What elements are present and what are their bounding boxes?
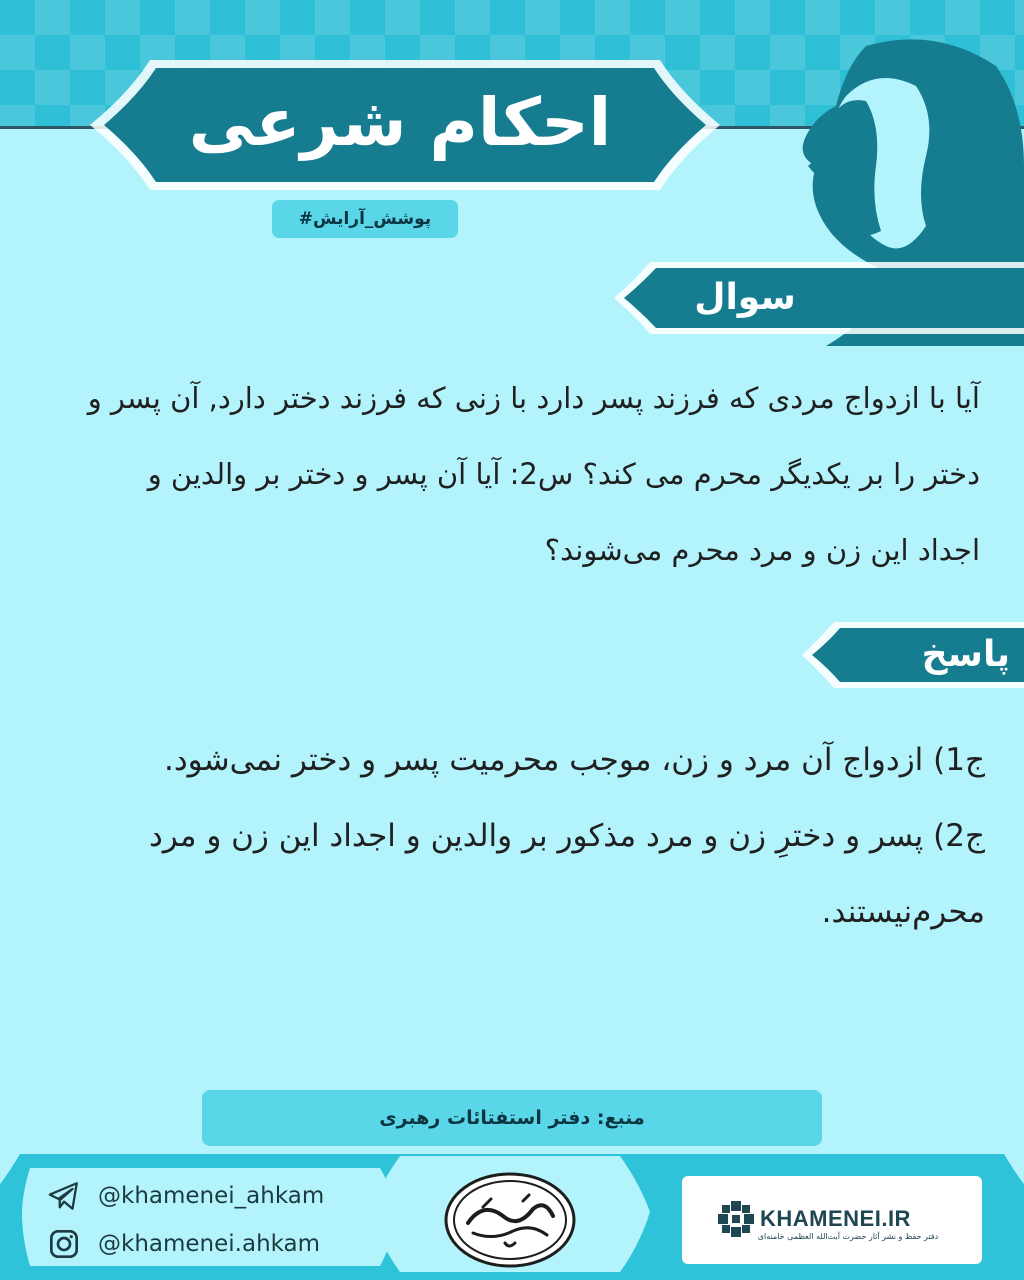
site-subtitle: دفتر حفظ و نشر آثار حضرت آیت‌الله العظمی خامنه‌ای: [757, 1232, 939, 1241]
site-name: KHAMENEI.IR: [760, 1206, 911, 1231]
instagram-icon: [44, 1224, 84, 1264]
answer-label: پاسخ: [921, 634, 1010, 675]
source-value: دفتر استفتائات رهبری: [379, 1107, 591, 1129]
telegram-icon: [44, 1176, 84, 1216]
instagram-link[interactable]: [44, 1224, 374, 1264]
answer-line-2: ج2) پسر و دخترِ زن و مرد مذکور بر والدین و اجداد این زن و مرد محرم‌نیستند.: [148, 818, 985, 930]
source-label: منبع:: [596, 1107, 645, 1129]
instagram-handle: @khamenei.ahkam: [98, 1231, 321, 1257]
answer-text: [70, 722, 985, 952]
page-title: احکام شرعی: [188, 84, 612, 161]
hashtag-badge[interactable]: #پوشش_آرایش: [272, 200, 458, 238]
question-text: آیا با ازدواج مردی که فرزند پسر دارد با زنی که فرزند دختر دارد, آن پسر و دختر را بر یکدیگر محرم می کند؟ س2: آیا آن پسر و دختر بر والدین و اجداد این زن و مرد محرم می‌شوند؟: [87, 381, 980, 567]
telegram-handle: @khamenei_ahkam: [98, 1183, 325, 1209]
seal-logo: [443, 1171, 577, 1269]
answer-line-1: ج1) ازدواج آن مرد و زن، موجب محرمیت پسر و دختر نمی‌شود.: [164, 742, 985, 778]
source-box: [202, 1090, 822, 1146]
telegram-link[interactable]: [44, 1176, 374, 1216]
question-label: سوال: [694, 277, 796, 318]
